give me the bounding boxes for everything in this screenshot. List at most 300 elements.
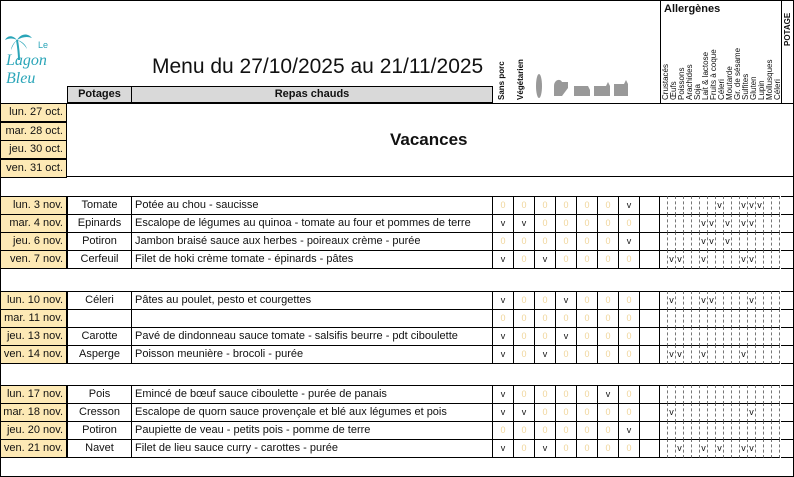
mark-cell: 0 xyxy=(577,403,598,422)
allergen-cell: v xyxy=(700,214,708,233)
day-cell: lun. 3 nov. xyxy=(0,196,67,215)
mark-cell xyxy=(640,421,660,440)
allergen-cell: v xyxy=(740,439,748,458)
mark-cell: 0 xyxy=(619,403,640,422)
allergen-cell: v xyxy=(724,214,732,233)
allergen-cell xyxy=(668,214,676,233)
allergen-cell xyxy=(660,439,668,458)
mark-cell: 0 xyxy=(619,439,640,458)
allergen-cell xyxy=(684,327,692,346)
allergen-cell: v xyxy=(748,439,756,458)
mark-cell: 0 xyxy=(535,232,556,251)
allergen-cell xyxy=(756,403,764,422)
mark-cell: 0 xyxy=(598,250,619,269)
mark-cell: v xyxy=(556,291,577,310)
allergen-cell xyxy=(692,309,700,328)
mark-cell: 0 xyxy=(535,385,556,404)
allergen-cell xyxy=(764,327,772,346)
potages-header: Potages xyxy=(67,86,132,103)
allergen-cell xyxy=(716,345,724,364)
allergen-cell xyxy=(732,439,740,458)
allergen-cell xyxy=(692,403,700,422)
mark-cell: 0 xyxy=(535,327,556,346)
mark-cell: 0 xyxy=(598,421,619,440)
mark-cell xyxy=(640,196,660,215)
vegetarien-header: Végétarien xyxy=(516,59,525,100)
allergen-cell xyxy=(660,232,668,251)
allergen-cell xyxy=(740,309,748,328)
potage-cell xyxy=(781,421,794,440)
mark-cell: 0 xyxy=(598,214,619,233)
mark-cell: 0 xyxy=(577,345,598,364)
allergen-label: Fruits à coque xyxy=(709,49,718,100)
potage-cell xyxy=(781,309,794,328)
allergen-cell xyxy=(772,403,780,422)
allergen-cell xyxy=(668,327,676,346)
allergen-cell xyxy=(732,214,740,233)
allergen-cell xyxy=(724,385,732,404)
allergen-cell xyxy=(756,345,764,364)
allergen-cell: v xyxy=(740,214,748,233)
table-row xyxy=(0,327,794,346)
allergen-cell xyxy=(724,403,732,422)
allergen-cell xyxy=(772,291,780,310)
allergen-cell: v xyxy=(716,196,724,215)
potage-label: POTAGE xyxy=(783,12,792,46)
allergen-cell xyxy=(740,403,748,422)
allergen-cell xyxy=(660,309,668,328)
allergen-cell: v xyxy=(748,291,756,310)
mark-cell xyxy=(640,214,660,233)
allergen-cell xyxy=(708,421,716,440)
mark-cell: 0 xyxy=(556,421,577,440)
allergen-cell xyxy=(772,327,780,346)
allergen-cell xyxy=(732,345,740,364)
potage-cell xyxy=(781,385,794,404)
mark-cell: 0 xyxy=(493,421,514,440)
allergen-cell xyxy=(660,345,668,364)
allergen-cell: v xyxy=(748,250,756,269)
allergen-cell: v xyxy=(668,291,676,310)
mark-cell: 0 xyxy=(598,291,619,310)
day-cell: ven. 14 nov. xyxy=(0,345,67,364)
mark-cell: 0 xyxy=(514,421,535,440)
soup-cell: Céleri xyxy=(67,291,132,310)
mark-cell: 0 xyxy=(577,439,598,458)
soup-cell: Potiron xyxy=(67,421,132,440)
soup-cell: Navet xyxy=(67,439,132,458)
allergen-cell: v xyxy=(700,250,708,269)
allergen-cell xyxy=(756,291,764,310)
mark-cell: v xyxy=(493,214,514,233)
mark-cell: 0 xyxy=(598,327,619,346)
beef-icon xyxy=(594,82,610,96)
mark-cell: 0 xyxy=(619,291,640,310)
allergen-cell xyxy=(700,403,708,422)
mark-cell: 0 xyxy=(598,196,619,215)
allergen-cell xyxy=(676,291,684,310)
logo-top: Le xyxy=(38,40,49,50)
allergen-cell xyxy=(756,309,764,328)
mark-cell: 0 xyxy=(619,250,640,269)
allergen-cell xyxy=(756,232,764,251)
allergen-cell xyxy=(684,291,692,310)
allergen-cell xyxy=(772,232,780,251)
allergen-cell xyxy=(764,309,772,328)
day-cell: jeu. 6 nov. xyxy=(0,232,67,251)
meal-cell: Pâtes au poulet, pesto et courgettes xyxy=(131,291,493,310)
allergen-cell xyxy=(692,291,700,310)
potage-cell xyxy=(781,345,794,364)
allergen-cell: v xyxy=(708,291,716,310)
allergen-cell xyxy=(684,309,692,328)
allergen-cell xyxy=(692,214,700,233)
allergen-cell xyxy=(764,232,772,251)
soup-cell: Cerfeuil xyxy=(67,250,132,269)
mark-cell xyxy=(640,327,660,346)
mark-cell: 0 xyxy=(514,327,535,346)
table-row xyxy=(0,385,794,404)
allergen-cell xyxy=(732,232,740,251)
allergen-cell xyxy=(764,196,772,215)
mark-cell: 0 xyxy=(535,421,556,440)
allergen-cell xyxy=(676,385,684,404)
vacation-day: jeu. 30 oct. xyxy=(0,140,67,159)
mark-cell: 0 xyxy=(577,232,598,251)
allergen-cell xyxy=(700,196,708,215)
mark-cell: 0 xyxy=(577,214,598,233)
mark-cell: 0 xyxy=(514,345,535,364)
mark-cell: 0 xyxy=(535,196,556,215)
mark-cell: 0 xyxy=(577,421,598,440)
mark-cell: v xyxy=(514,403,535,422)
mark-cell: v xyxy=(535,439,556,458)
allergen-cell xyxy=(692,345,700,364)
sheep-icon xyxy=(614,80,628,96)
table-row xyxy=(0,439,794,458)
allergen-cell xyxy=(684,439,692,458)
allergen-cell xyxy=(668,309,676,328)
allergen-cell xyxy=(668,439,676,458)
allergen-cell xyxy=(716,327,724,346)
table-row xyxy=(0,421,794,440)
allergen-cell xyxy=(660,291,668,310)
allergen-cell xyxy=(676,232,684,251)
mark-cell: 0 xyxy=(577,250,598,269)
allergen-label: Lait & lactose xyxy=(701,51,710,100)
allergen-cell xyxy=(716,250,724,269)
mark-cell xyxy=(640,309,660,328)
allergen-cell xyxy=(708,327,716,346)
mark-cell: 0 xyxy=(598,345,619,364)
table-row xyxy=(0,403,794,422)
allergen-cell xyxy=(764,403,772,422)
mark-cell: 0 xyxy=(493,309,514,328)
allergen-label: Soja xyxy=(693,83,702,100)
allergen-cell: v xyxy=(748,403,756,422)
allergen-cell xyxy=(740,327,748,346)
mark-cell: v xyxy=(619,232,640,251)
mark-cell: 0 xyxy=(556,403,577,422)
day-cell: ven. 7 nov. xyxy=(0,250,67,269)
allergen-cell xyxy=(692,250,700,269)
allergen-cell xyxy=(708,403,716,422)
mark-cell: 0 xyxy=(514,196,535,215)
allergen-cell xyxy=(692,196,700,215)
allergen-cell xyxy=(684,345,692,364)
mark-cell: 0 xyxy=(619,214,640,233)
allergen-cell xyxy=(692,327,700,346)
mark-cell: v xyxy=(514,214,535,233)
allergen-cell xyxy=(684,385,692,404)
allergen-cell xyxy=(660,250,668,269)
mark-cell: 0 xyxy=(535,291,556,310)
allergen-cell xyxy=(724,439,732,458)
allergen-cell xyxy=(660,421,668,440)
allergen-cell xyxy=(732,250,740,269)
mark-cell: 0 xyxy=(556,309,577,328)
allergen-cell: v xyxy=(676,439,684,458)
mark-cell: v xyxy=(493,403,514,422)
day-cell: jeu. 13 nov. xyxy=(0,327,67,346)
soup-cell: Carotte xyxy=(67,327,132,346)
allergen-cell xyxy=(724,327,732,346)
allergen-cell xyxy=(764,439,772,458)
allergen-label: Gr. de sésame xyxy=(733,47,742,100)
allergen-cell xyxy=(692,385,700,404)
fish-icon xyxy=(536,74,542,98)
allergen-cell: v xyxy=(748,196,756,215)
mark-cell: 0 xyxy=(493,196,514,215)
mark-cell xyxy=(640,385,660,404)
allergen-cell xyxy=(724,250,732,269)
allergen-cell xyxy=(724,309,732,328)
soup-cell: Cresson xyxy=(67,403,132,422)
mark-cell: 0 xyxy=(556,214,577,233)
allergen-cell xyxy=(740,291,748,310)
mark-cell: v xyxy=(535,250,556,269)
mark-cell: 0 xyxy=(577,327,598,346)
day-cell: mar. 18 nov. xyxy=(0,403,67,422)
allergen-cell xyxy=(708,196,716,215)
soup-cell: Tomate xyxy=(67,196,132,215)
allergen-cell xyxy=(684,214,692,233)
table-row xyxy=(0,291,794,310)
allergen-cell: v xyxy=(676,250,684,269)
allergen-cell: v xyxy=(740,196,748,215)
mark-cell xyxy=(640,403,660,422)
allergen-cell xyxy=(740,385,748,404)
meal-cell: Escalope de quorn sauce provençale et blé aux légumes et pois xyxy=(131,403,493,422)
allergen-cell xyxy=(772,214,780,233)
allergen-cell xyxy=(772,309,780,328)
potage-cell xyxy=(781,291,794,310)
mark-cell: v xyxy=(493,327,514,346)
day-cell: mar. 4 nov. xyxy=(0,214,67,233)
mark-cell: v xyxy=(493,439,514,458)
allergen-cell xyxy=(756,439,764,458)
allergen-cell: v xyxy=(668,403,676,422)
allergen-cell xyxy=(772,439,780,458)
vacation-day: ven. 31 oct. xyxy=(0,159,67,178)
soup-cell: Epinards xyxy=(67,214,132,233)
mark-cell: 0 xyxy=(514,232,535,251)
mark-cell: 0 xyxy=(577,196,598,215)
meal-cell: Filet de lieu sauce curry - carottes - purée xyxy=(131,439,493,458)
allergen-cell xyxy=(732,196,740,215)
mark-cell: 0 xyxy=(514,250,535,269)
mark-cell: v xyxy=(619,421,640,440)
mark-cell: 0 xyxy=(556,250,577,269)
potage-cell xyxy=(781,214,794,233)
allergen-cell xyxy=(772,250,780,269)
allergen-cell xyxy=(716,214,724,233)
allergen-cell xyxy=(700,309,708,328)
allergen-cell: v xyxy=(740,345,748,364)
meal-cell: Poisson meunière - brocoli - purée xyxy=(131,345,493,364)
allergen-cell xyxy=(676,309,684,328)
soup-cell: Asperge xyxy=(67,345,132,364)
allergen-cell xyxy=(660,327,668,346)
mark-cell: 0 xyxy=(619,345,640,364)
allergen-cell xyxy=(668,385,676,404)
day-cell: lun. 10 nov. xyxy=(0,291,67,310)
allergen-cell: v xyxy=(668,250,676,269)
mark-cell: 0 xyxy=(598,232,619,251)
mark-cell: 0 xyxy=(577,291,598,310)
allergen-cell xyxy=(756,385,764,404)
mark-cell xyxy=(640,232,660,251)
allergen-label: Gluten xyxy=(749,76,758,100)
mark-cell xyxy=(640,345,660,364)
soup-cell xyxy=(67,309,132,328)
day-cell: lun. 17 nov. xyxy=(0,385,67,404)
day-cell: ven. 21 nov. xyxy=(0,439,67,458)
allergen-label: Sulfites xyxy=(741,73,750,100)
allergen-cell xyxy=(708,439,716,458)
allergen-cell xyxy=(748,345,756,364)
day-cell: mar. 11 nov. xyxy=(0,309,67,328)
allergen-cell xyxy=(676,403,684,422)
allergen-cell xyxy=(772,385,780,404)
mark-cell: 0 xyxy=(556,345,577,364)
table-row xyxy=(0,309,794,328)
allergen-cell xyxy=(668,196,676,215)
mark-cell: 0 xyxy=(556,385,577,404)
allergen-cell: v xyxy=(748,214,756,233)
allergen-cell: v xyxy=(700,345,708,364)
table-row xyxy=(0,214,794,233)
potage-cell xyxy=(781,250,794,269)
repas-header: Repas chauds xyxy=(131,86,493,103)
mark-cell: 0 xyxy=(535,403,556,422)
allergen-cell xyxy=(724,345,732,364)
mark-cell: 0 xyxy=(556,439,577,458)
table-row xyxy=(0,345,794,364)
allergen-label: Mollusques xyxy=(765,59,774,100)
mark-cell: 0 xyxy=(619,327,640,346)
allergen-cell xyxy=(700,385,708,404)
allergen-cell xyxy=(668,232,676,251)
allergen-cell xyxy=(716,421,724,440)
vacation-label: Vacances xyxy=(390,130,468,149)
allergen-cell xyxy=(724,421,732,440)
allergen-cell: v xyxy=(708,214,716,233)
allergen-cell xyxy=(748,327,756,346)
vacation-day: mar. 28 oct. xyxy=(0,122,67,141)
allergen-cell xyxy=(764,250,772,269)
mark-cell: v xyxy=(598,385,619,404)
allergen-cell xyxy=(772,421,780,440)
allergen-cell: v xyxy=(700,291,708,310)
meal-cell: Jambon braisé sauce aux herbes - poireaux crème - purée xyxy=(131,232,493,251)
page-title: Menu du 27/10/2025 au 21/11/2025 xyxy=(152,55,484,78)
allergen-cell xyxy=(748,421,756,440)
allergen-cell xyxy=(716,403,724,422)
allergen-cell xyxy=(660,385,668,404)
allergen-label: Crustacés xyxy=(661,63,670,100)
logo-name: Lagon Bleu xyxy=(6,52,47,87)
allergen-label: Arachides xyxy=(685,64,694,100)
chicken-icon xyxy=(554,80,568,96)
soup-cell: Pois xyxy=(67,385,132,404)
mark-cell: 0 xyxy=(514,439,535,458)
potage-cell xyxy=(781,327,794,346)
allergen-cell xyxy=(716,309,724,328)
allergen-cell xyxy=(660,214,668,233)
potage-cell xyxy=(781,196,794,215)
allergen-cell: v xyxy=(716,439,724,458)
meal-cell: Escalope de légumes au quinoa - tomate au four et pommes de terre xyxy=(131,214,493,233)
allergen-cell xyxy=(668,421,676,440)
mark-cell: v xyxy=(535,345,556,364)
allergen-cell xyxy=(748,385,756,404)
allergen-cell xyxy=(676,214,684,233)
allergen-cell xyxy=(692,439,700,458)
mark-cell: 0 xyxy=(598,403,619,422)
allergen-cell xyxy=(700,327,708,346)
meat-pictograms xyxy=(528,66,638,102)
allergen-cell xyxy=(676,196,684,215)
allergen-cell xyxy=(740,421,748,440)
allergen-cell xyxy=(684,232,692,251)
allergen-cell: v xyxy=(668,345,676,364)
table-row xyxy=(0,250,794,269)
mark-cell: 0 xyxy=(514,385,535,404)
allergen-cell xyxy=(708,385,716,404)
allergen-cell xyxy=(764,421,772,440)
allergen-cell xyxy=(732,385,740,404)
allergen-cell xyxy=(732,403,740,422)
mark-cell xyxy=(640,439,660,458)
allergen-label: Céleri xyxy=(773,79,782,100)
allergen-cell xyxy=(684,250,692,269)
allergen-cell: v xyxy=(756,196,764,215)
allergen-cell xyxy=(740,232,748,251)
allergen-cell xyxy=(764,291,772,310)
day-cell: jeu. 20 nov. xyxy=(0,421,67,440)
allergen-cell xyxy=(748,232,756,251)
mark-cell: 0 xyxy=(556,196,577,215)
allergen-cell xyxy=(772,345,780,364)
allergen-cell xyxy=(764,214,772,233)
mark-cell: 0 xyxy=(598,439,619,458)
allergen-cell xyxy=(684,196,692,215)
mark-cell: 0 xyxy=(514,309,535,328)
mark-cell: 0 xyxy=(535,309,556,328)
allergen-cell xyxy=(724,291,732,310)
allergen-cell xyxy=(772,196,780,215)
